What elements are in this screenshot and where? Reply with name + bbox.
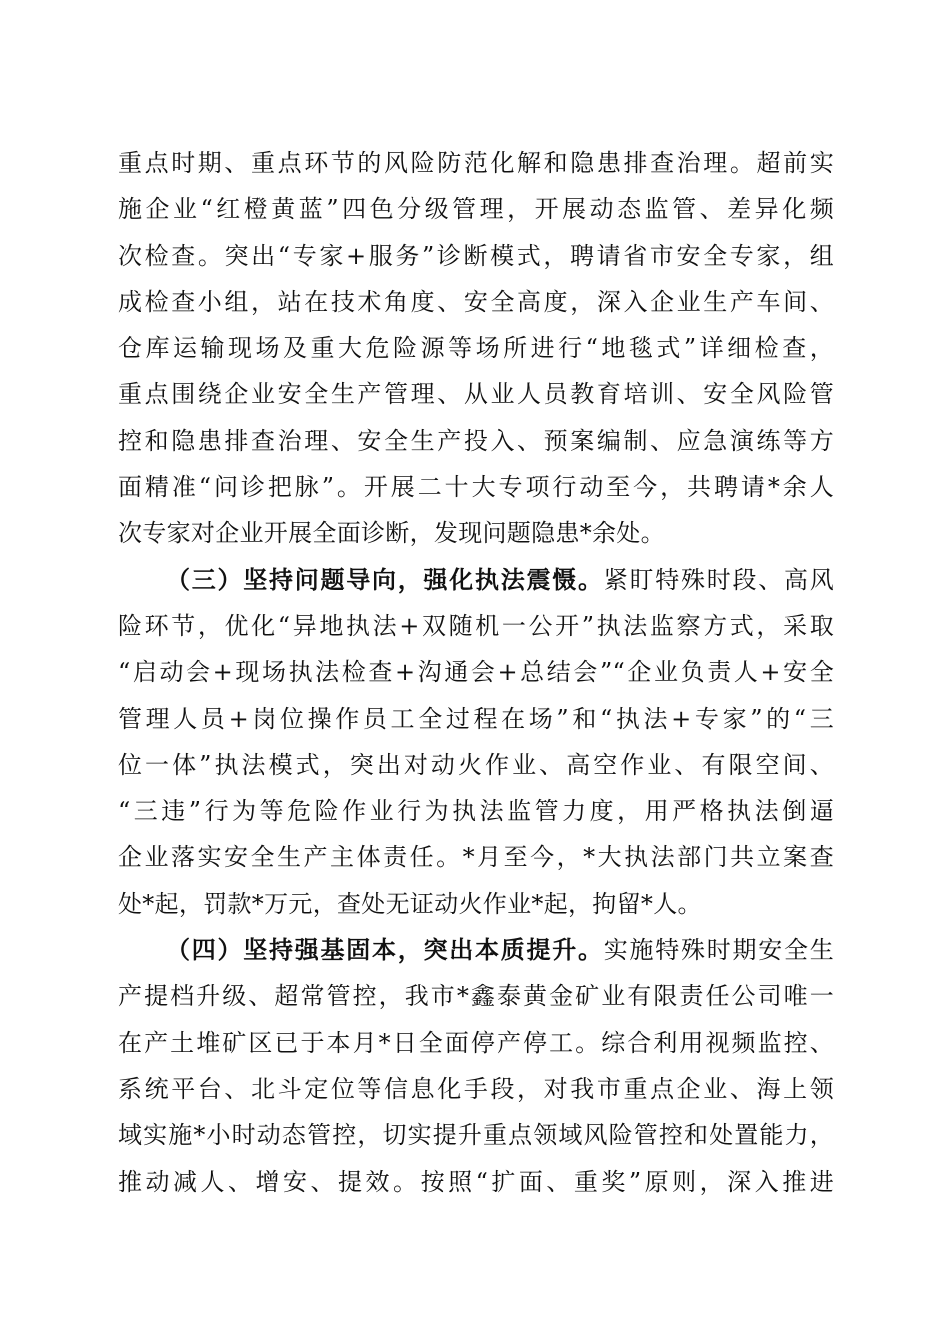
text-line: 面精准“问诊把脉”。开展二十大专项行动至今，共聘请*余人: [118, 473, 834, 502]
text-line: 在产土堆矿区已于本月*日全面停产停工。综合利用视频监控、: [118, 1028, 834, 1057]
text-line: 处*起，罚款*万元，查处无证动火作业*起，拘留*人。: [118, 889, 702, 918]
text-line: 企业落实安全生产主体责任。*月至今，*大执法部门共立案查: [118, 843, 834, 872]
text-line: 域实施*小时动态管控，切实提升重点领域风险管控和处置能力，: [118, 1121, 834, 1150]
section-heading-3: （三）坚持问题导向，强化执法震慑。: [166, 564, 604, 594]
text-line: 管理人员+岗位操作员工全过程在场”和“执法+专家”的“三: [118, 704, 834, 733]
text-line: 控和隐患排查治理、安全生产投入、预案编制、应急演练等方: [118, 426, 834, 455]
text-line: 仓库运输现场及重大危险源等场所进行“地毯式”详细检查，: [118, 334, 834, 363]
text-line: “启动会+现场执法检查+沟通会+总结会”“企业负责人+安全: [118, 658, 834, 687]
heading-trailing-text: 紧盯特殊时段、高风: [603, 565, 834, 594]
text-line: 次专家对企业开展全面诊断，发现问题隐患*余处。: [118, 519, 665, 548]
text-line: 施企业“红橙黄蓝”四色分级管理，开展动态监管、差异化频: [118, 195, 834, 224]
text-line: 系统平台、北斗定位等信息化手段，对我市重点企业、海上领: [118, 1074, 834, 1103]
paragraph-first-line: [118, 557, 834, 603]
text-line: 险环节，优化“异地执法+双随机一公开”执法监察方式，采取: [118, 611, 834, 640]
text-line: 重点时期、重点环节的风险防范化解和隐患排查治理。超前实: [118, 149, 834, 177]
text-line: 推动减人、增安、提效。按照“扩面、重奖”原则，深入推进: [118, 1167, 834, 1196]
paragraph-risk-management: [118, 140, 834, 557]
text-line: “三违”行为等危险作业行为执法监管力度，用严格执法倒逼: [118, 797, 834, 826]
document-body: [118, 140, 834, 1205]
text-line: 成检查小组，站在技术角度、安全高度，深入企业生产车间、: [118, 287, 834, 316]
paragraph-foundation-upgrade: [118, 927, 834, 1205]
paragraph-law-enforcement: [118, 557, 834, 927]
text-line: 产提档升级、超常管控，我市*鑫泰黄金矿业有限责任公司唯一: [118, 982, 834, 1011]
heading-trailing-text: 实施特殊时期安全生: [603, 936, 834, 965]
section-heading-4: （四）坚持强基固本，突出本质提升。: [166, 935, 604, 965]
text-line: 次检查。突出“专家+服务”诊断模式，聘请省市安全专家，组: [118, 241, 834, 270]
paragraph-first-line: [118, 927, 834, 973]
text-line: 重点围绕企业安全生产管理、从业人员教育培训、安全风险管: [118, 380, 834, 409]
text-line: 位一体”执法模式，突出对动火作业、高空作业、有限空间、: [118, 750, 834, 779]
